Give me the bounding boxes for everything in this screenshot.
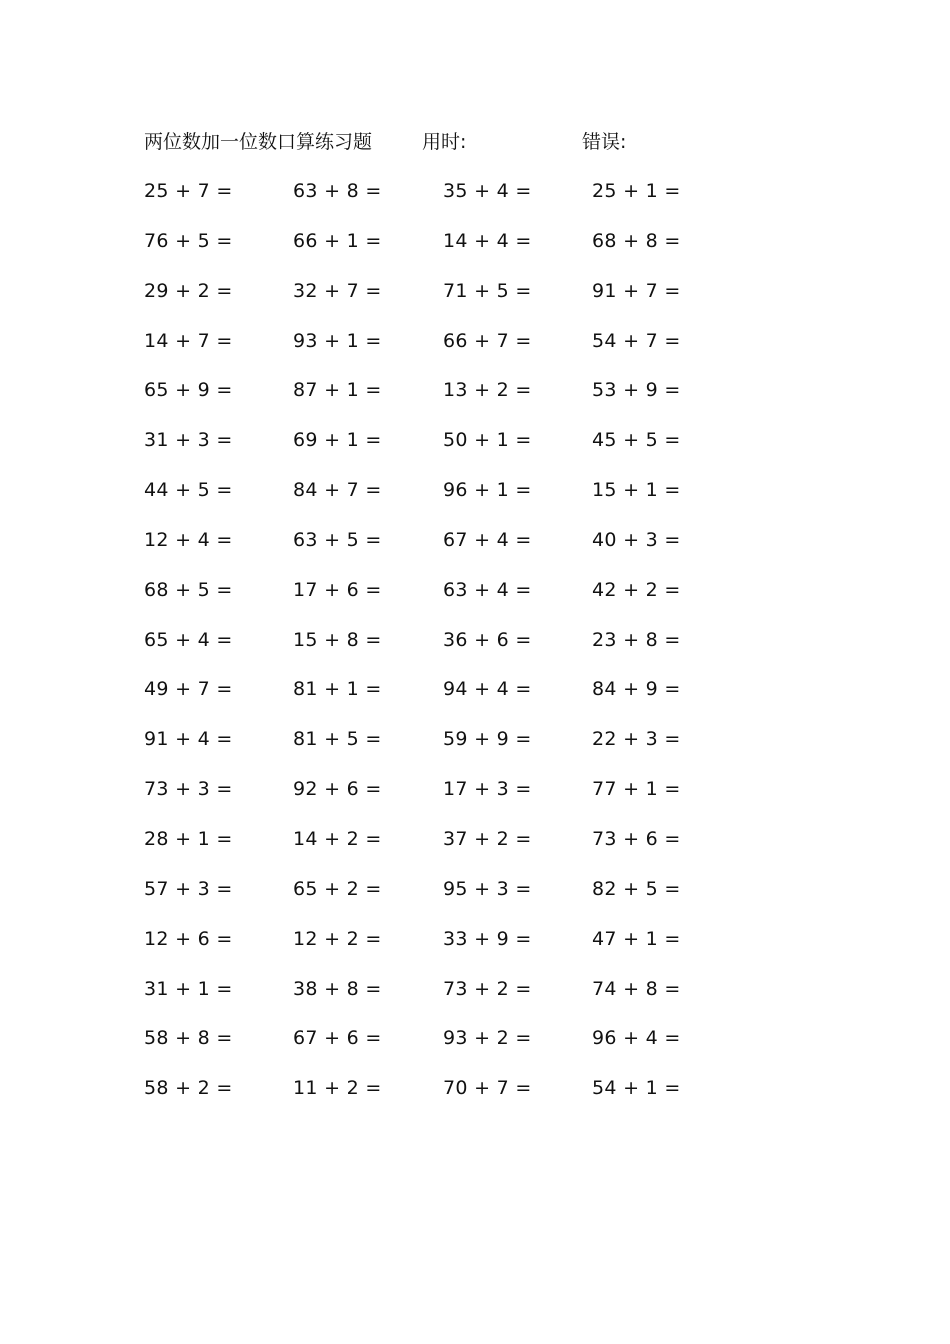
problem-item: 67 + 4 = [443, 528, 532, 551]
problem-item: 65 + 2 = [293, 877, 382, 900]
worksheet-header [0, 128, 950, 158]
problem-item: 12 + 4 = [144, 528, 233, 551]
problem-row [0, 526, 950, 576]
problem-row [0, 725, 950, 775]
problem-row [0, 825, 950, 875]
problem-item: 68 + 5 = [144, 578, 233, 601]
problem-item: 15 + 1 = [592, 479, 681, 502]
problem-item: 73 + 6 = [592, 827, 681, 850]
problem-item: 32 + 7 = [293, 279, 382, 302]
problem-item: 12 + 2 = [293, 927, 382, 950]
problem-row [0, 576, 950, 626]
problem-item: 45 + 5 = [592, 429, 681, 452]
problem-item: 87 + 1 = [293, 379, 382, 402]
problem-item: 63 + 4 = [443, 578, 532, 601]
problem-row [0, 1024, 950, 1074]
problem-row [0, 1074, 950, 1124]
problem-item: 96 + 1 = [443, 479, 532, 502]
problem-item: 70 + 7 = [443, 1077, 532, 1100]
error-label: 错误: [582, 131, 627, 153]
problem-item: 59 + 9 = [443, 728, 532, 751]
problem-item: 31 + 3 = [144, 429, 233, 452]
problem-item: 12 + 6 = [144, 927, 233, 950]
problem-item: 25 + 1 = [592, 180, 681, 202]
problem-item: 63 + 5 = [293, 528, 382, 551]
problem-item: 13 + 2 = [443, 379, 532, 402]
problem-item: 91 + 7 = [592, 279, 681, 302]
problem-item: 29 + 2 = [144, 279, 233, 302]
problem-item: 58 + 2 = [144, 1077, 233, 1100]
problem-item: 67 + 6 = [293, 1027, 382, 1050]
problem-item: 93 + 1 = [293, 329, 382, 352]
problem-item: 22 + 3 = [592, 728, 681, 751]
problem-item: 33 + 9 = [443, 927, 532, 950]
problem-row [0, 626, 950, 676]
problem-item: 15 + 8 = [293, 628, 382, 651]
problem-item: 92 + 6 = [293, 778, 382, 801]
problem-row [0, 277, 950, 327]
problem-item: 23 + 8 = [592, 628, 681, 651]
problem-item: 65 + 4 = [144, 628, 233, 651]
problem-row [0, 875, 950, 925]
problem-item: 44 + 5 = [144, 479, 233, 502]
problem-item: 76 + 5 = [144, 229, 233, 252]
problem-row [0, 775, 950, 825]
problem-row [0, 426, 950, 476]
problem-item: 31 + 1 = [144, 977, 233, 1000]
problem-item: 14 + 4 = [443, 229, 532, 252]
problem-item: 94 + 4 = [443, 678, 532, 701]
problem-item: 91 + 4 = [144, 728, 233, 751]
problem-item: 96 + 4 = [592, 1027, 681, 1050]
problem-item: 37 + 2 = [443, 827, 532, 850]
problem-item: 84 + 7 = [293, 479, 382, 502]
problem-item: 81 + 5 = [293, 728, 382, 751]
problem-item: 69 + 1 = [293, 429, 382, 452]
worksheet-title: 两位数加一位数口算练习题 [144, 131, 373, 153]
problem-item: 17 + 3 = [443, 778, 532, 801]
time-label: 用时: [422, 131, 467, 153]
problem-item: 42 + 2 = [592, 578, 681, 601]
problem-item: 49 + 7 = [144, 678, 233, 701]
problem-item: 65 + 9 = [144, 379, 233, 402]
problem-item: 11 + 2 = [293, 1077, 382, 1100]
problem-item: 40 + 3 = [592, 528, 681, 551]
problem-item: 68 + 8 = [592, 229, 681, 252]
problem-row [0, 476, 950, 526]
problem-row [0, 925, 950, 975]
problem-item: 84 + 9 = [592, 678, 681, 701]
problem-item: 17 + 6 = [293, 578, 382, 601]
problem-item: 58 + 8 = [144, 1027, 233, 1050]
problem-item: 35 + 4 = [443, 180, 532, 202]
problem-row [0, 376, 950, 426]
problem-item: 93 + 2 = [443, 1027, 532, 1050]
problem-item: 36 + 6 = [443, 628, 532, 651]
problem-item: 77 + 1 = [592, 778, 681, 801]
problem-item: 14 + 2 = [293, 827, 382, 850]
problem-item: 66 + 7 = [443, 329, 532, 352]
problem-item: 25 + 7 = [144, 180, 233, 202]
problem-item: 73 + 3 = [144, 778, 233, 801]
problem-row [0, 177, 950, 227]
problem-item: 71 + 5 = [443, 279, 532, 302]
problem-item: 74 + 8 = [592, 977, 681, 1000]
problem-item: 95 + 3 = [443, 877, 532, 900]
problem-item: 54 + 1 = [592, 1077, 681, 1100]
problem-item: 28 + 1 = [144, 827, 233, 850]
problem-item: 73 + 2 = [443, 977, 532, 1000]
problem-item: 14 + 7 = [144, 329, 233, 352]
problem-row [0, 227, 950, 277]
problem-row [0, 975, 950, 1025]
problem-row [0, 327, 950, 377]
problem-item: 66 + 1 = [293, 229, 382, 252]
problem-item: 63 + 8 = [293, 180, 382, 202]
problem-row [0, 675, 950, 725]
problem-item: 50 + 1 = [443, 429, 532, 452]
problem-item: 38 + 8 = [293, 977, 382, 1000]
problem-item: 81 + 1 = [293, 678, 382, 701]
problem-grid [0, 177, 950, 1124]
problem-item: 54 + 7 = [592, 329, 681, 352]
problem-item: 53 + 9 = [592, 379, 681, 402]
problem-item: 57 + 3 = [144, 877, 233, 900]
problem-item: 82 + 5 = [592, 877, 681, 900]
problem-item: 47 + 1 = [592, 927, 681, 950]
